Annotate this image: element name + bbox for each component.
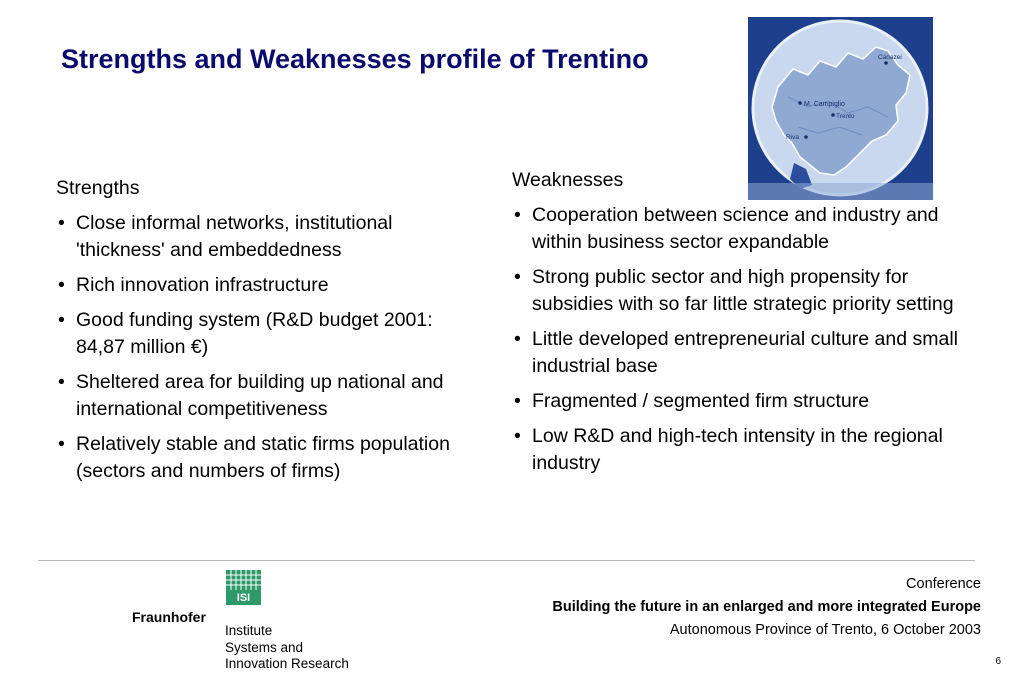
strength-item: • Rich innovation infrastructure (56, 272, 476, 299)
footer-divider (38, 560, 975, 561)
conference-info (552, 573, 981, 642)
conference-label: Conference (906, 576, 981, 592)
institute-name (225, 623, 349, 673)
strength-item: • Relatively stable and static firms population (sectors and numbers of firms) (56, 431, 476, 485)
conference-place-date: Autonomous Province of Trento, 6 October 2003 (669, 622, 981, 638)
map-label-canazei: Canazei (878, 54, 902, 61)
fraunhofer-isi-logo (226, 570, 261, 605)
slide-title: Strengths and Weaknesses profile of Trentino (61, 44, 649, 74)
strengths-list (56, 210, 476, 485)
strength-item: • Good funding system (R&D budget 2001: 84,87 million €) (56, 307, 476, 361)
map-label-campiglio: M. Campiglio (804, 101, 845, 108)
weakness-item: • Little developed entrepreneurial culture and small industrial base (512, 326, 982, 380)
strength-item: • Close informal networks, institutional 'thickness' and embeddedness (56, 210, 476, 264)
strengths-column (56, 175, 476, 493)
weakness-item: • Cooperation between science and industry and within business sector expandable (512, 202, 982, 256)
strength-item: • Sheltered area for building up national and international competitiveness (56, 369, 476, 423)
weakness-item: • Strong public sector and high propensity for subsidies with so far little strategic priority setting (512, 264, 982, 318)
strengths-heading: Strengths (56, 177, 140, 199)
isi-logo-text: ISI (236, 592, 251, 604)
weaknesses-heading: Weaknesses (512, 169, 624, 191)
institute-line: Innovation Research (225, 656, 349, 671)
weaknesses-column (512, 167, 982, 485)
organization-name: Fraunhofer (132, 609, 206, 625)
institute-line: Systems and (225, 639, 304, 655)
conference-title: Building the future in an enlarged and more integrated Europe (552, 599, 981, 615)
institute-line: Institute (225, 623, 273, 638)
weakness-item: • Fragmented / segmented firm structure (512, 388, 982, 415)
weaknesses-list (512, 202, 982, 477)
map-label-trento: Trento (836, 113, 855, 120)
map-label-riva: Riva (786, 134, 800, 141)
page-number: 6 (995, 656, 1001, 667)
weakness-item: • Low R&D and high-tech intensity in the regional industry (512, 423, 982, 477)
